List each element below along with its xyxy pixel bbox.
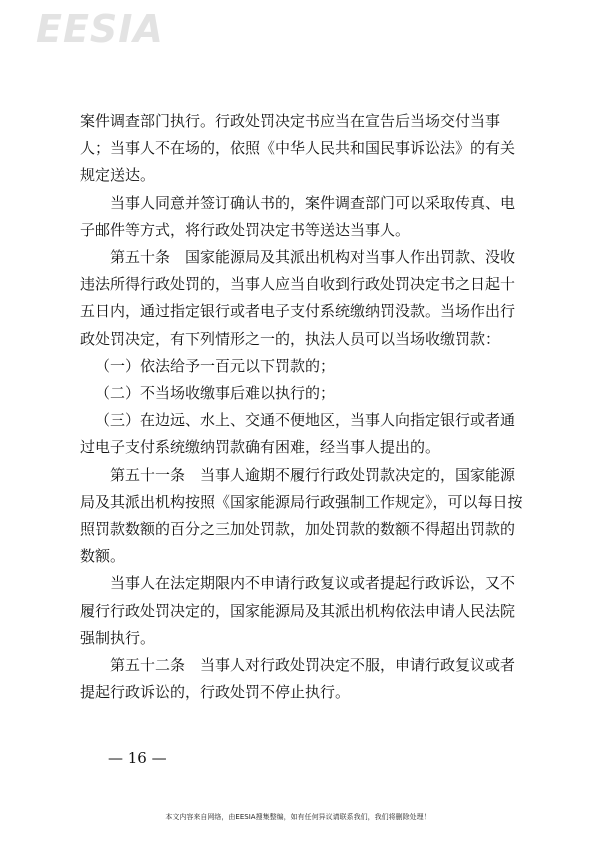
paragraph-electronic-delivery: 当事人同意并签订确认书的，案件调查部门可以采取传真、电子邮件等方式，将行政处罚决定书等送达当事人。 bbox=[80, 193, 516, 239]
article-50-item-2: （二）不当场收缴事后难以执行的； bbox=[95, 384, 336, 403]
page-number: — 16 — bbox=[108, 749, 167, 767]
document-body bbox=[80, 108, 526, 706]
article-50-item-1: （一）依法给予一百元以下罚款的； bbox=[95, 356, 336, 375]
eesia-logo: EESIA bbox=[36, 7, 164, 51]
article-50-item-3: （三）在边远、水上、交通不便地区，当事人向指定银行或者通过电子支付系统缴纳罚款确有困难，经当事人提出的。 bbox=[80, 411, 516, 457]
paragraph-court-enforcement: 当事人在法定期限内不申请行政复议或者提起行政诉讼，又不履行行政处罚决定的，国家能源局及其派出机构依法申请人民法院强制执行。 bbox=[80, 574, 516, 647]
article-51: 第五十一条 当事人逾期不履行行政处罚款决定的，国家能源局及其派出机构按照《国家能源局行政强制工作规定》，可以每日按照罚款数额的百分之三加处罚款，加处罚款的数额不得超出罚款的数额。 bbox=[80, 465, 523, 566]
paragraph-continuation: 案件调查部门执行。行政处罚决定书应当在宣告后当场交付当事人；当事人不在场的，依照《中华人民共和国民事诉讼法》的有关规定送达。 bbox=[80, 112, 516, 185]
footer-notice: 本文内容来自网络，由EESIA搜集整编，如有任何异议请联系我们，我们将删除处理！ bbox=[165, 813, 431, 821]
article-52: 第五十二条 当事人对行政处罚决定不服，申请行政复议或者提起行政诉讼的，行政处罚不停止执行。 bbox=[80, 656, 516, 702]
article-50: 第五十条 国家能源局及其派出机构对当事人作出罚款、没收违法所得行政处罚的，当事人应当自收到行政处罚决定书之日起十五日内，通过指定银行或者电子支付系统缴纳罚没款。当场作出行政处罚决定，有下列情形之一的，执法人员可以当场收缴罚款： bbox=[80, 248, 516, 348]
